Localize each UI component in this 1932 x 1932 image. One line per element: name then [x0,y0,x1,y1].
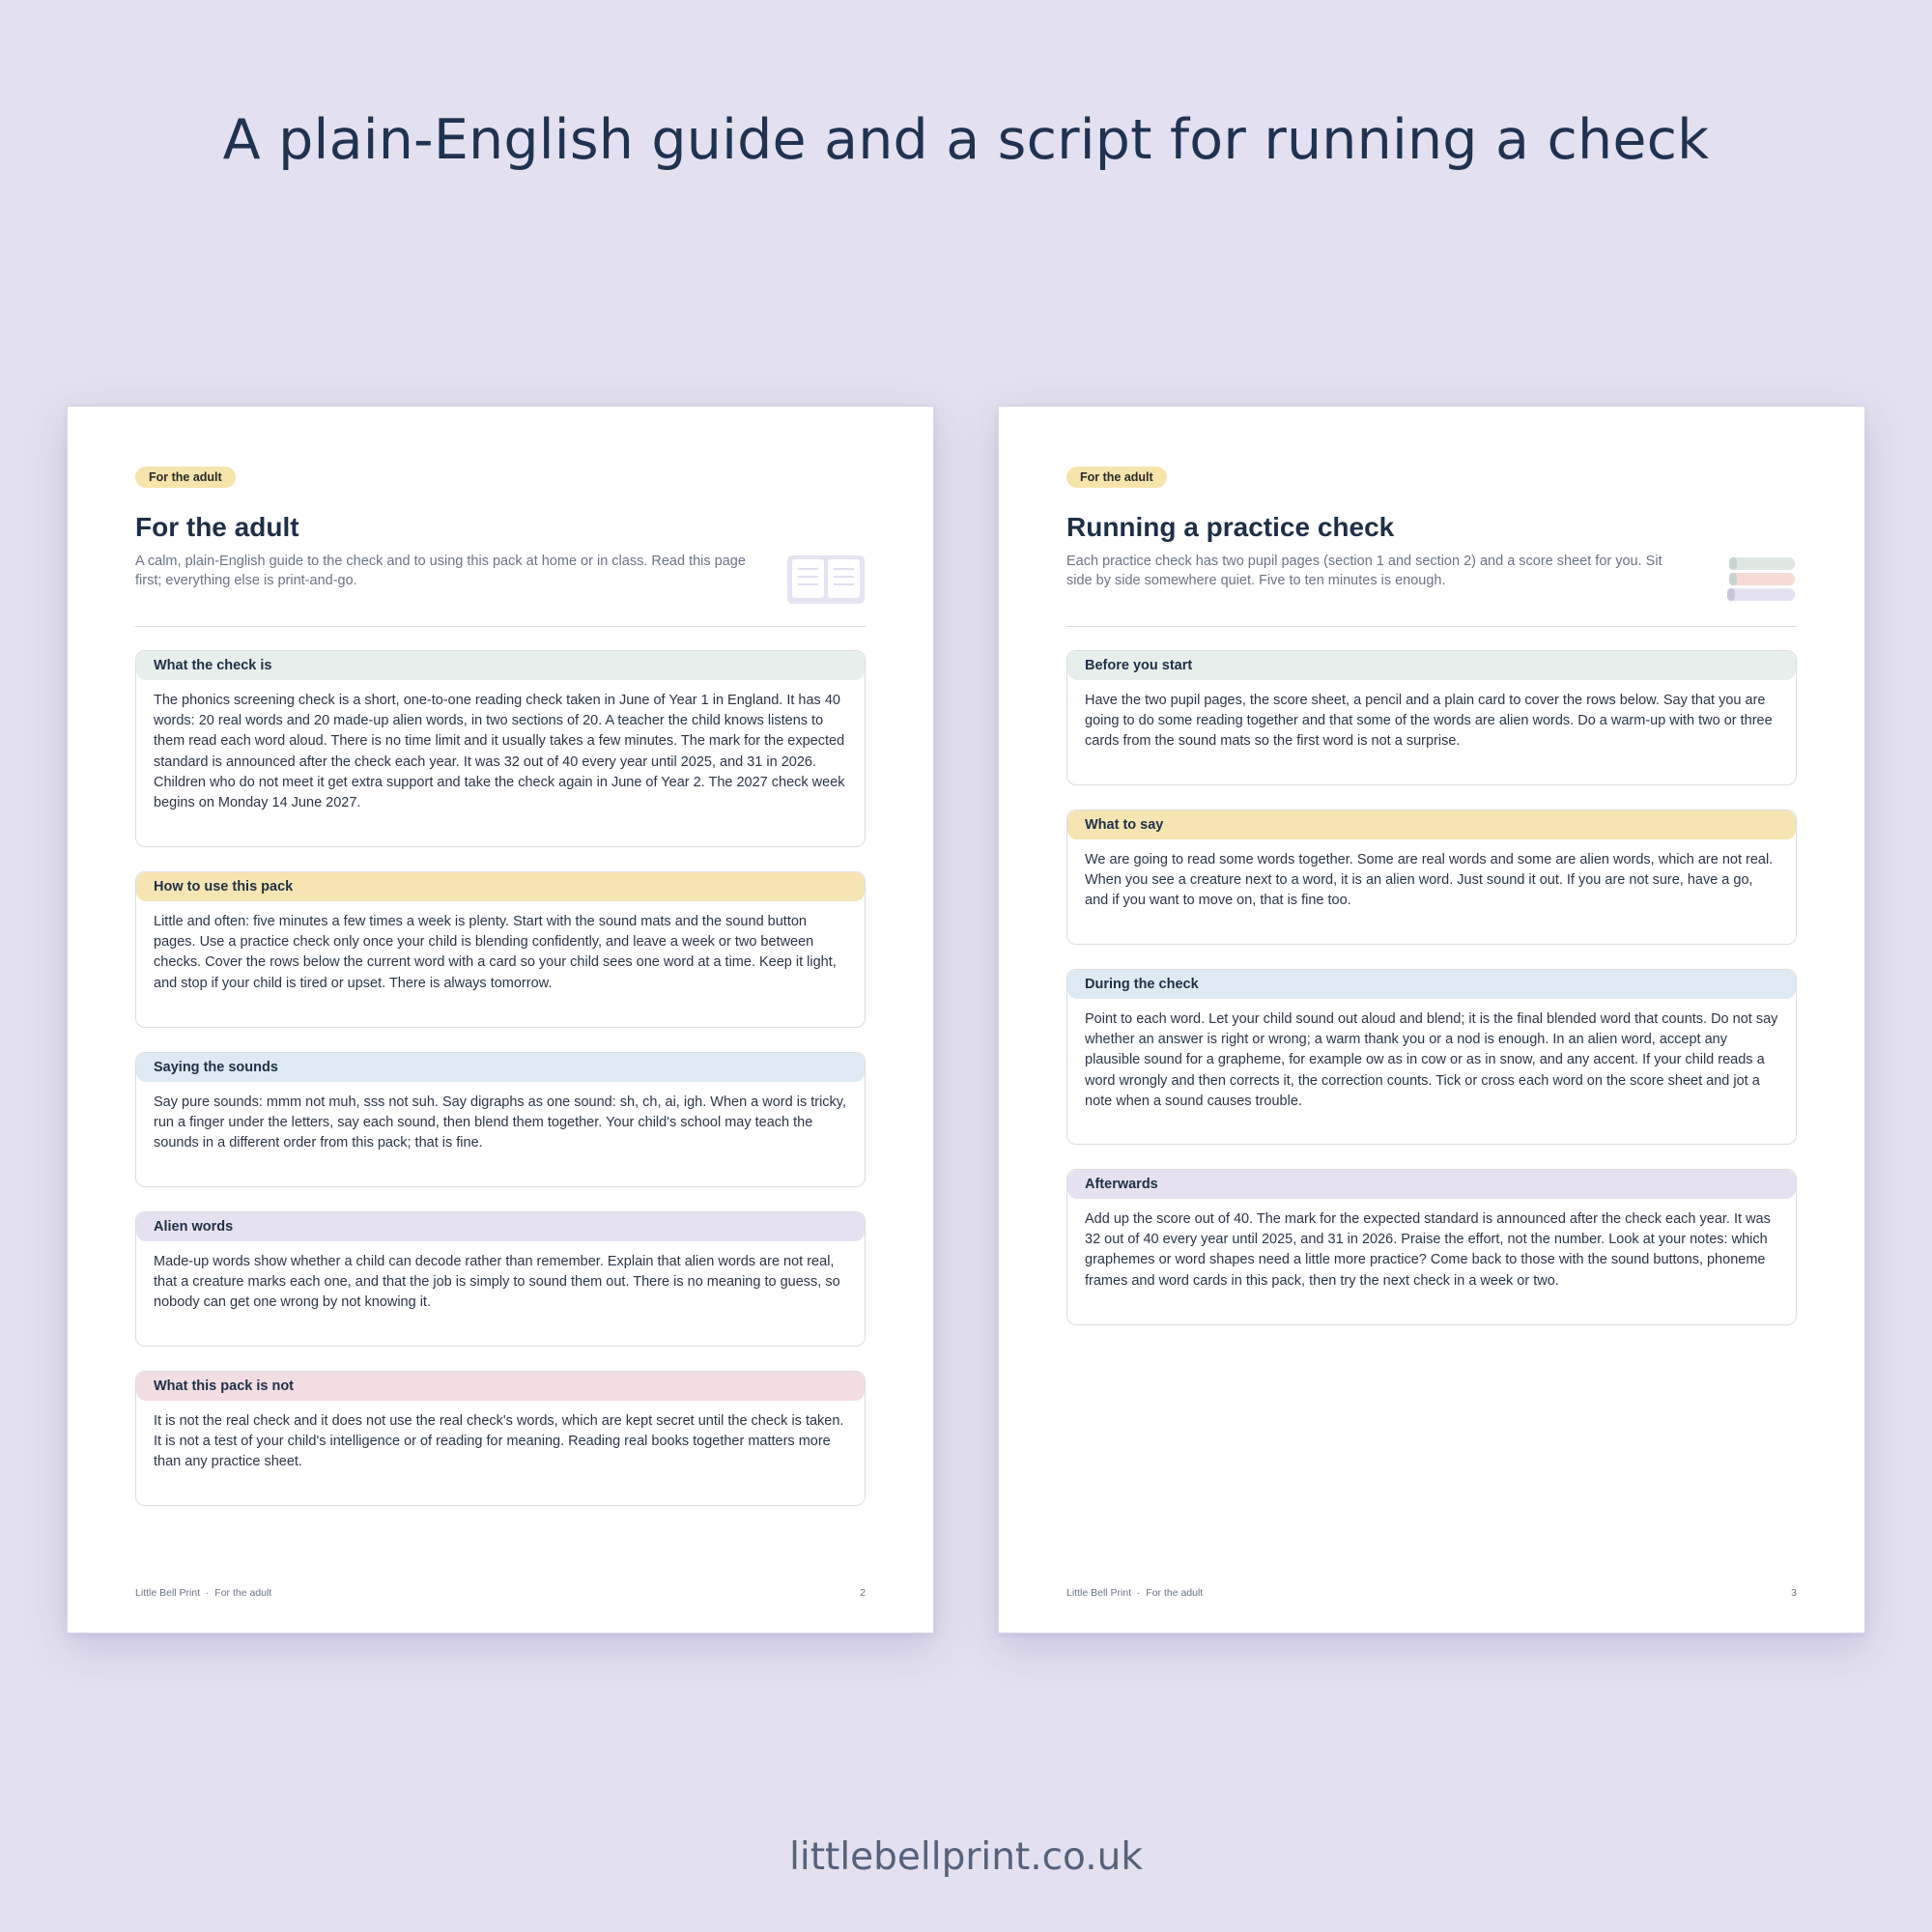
card-heading: Before you start [1067,651,1796,680]
page-tag: For the adult [135,467,236,488]
info-cards [1066,650,1797,1350]
stack-of-books-icon [1718,552,1797,606]
page-for-the-adult [67,406,934,1634]
card-what-this-pack-is-not [135,1371,866,1506]
card-how-to-use-this-pack [135,871,866,1028]
card-body: Have the two pupil pages, the score sheet, a pencil and a plain card to cover the rows below. Say that you are going to do some reading together and that some of the words are alien words. Do a warm-up with two or three cards from the sound mats so the first word is not a surprise. [1085,693,1773,750]
info-cards [135,650,866,1530]
card-alien-words [135,1211,866,1347]
card-heading: Alien words [136,1212,865,1241]
page-title: Running a practice check [1066,512,1395,542]
header-divider [135,626,866,627]
card-body: Little and often: five minutes a few times a week is plenty. Start with the sound mats and the sound button pages. Use a practice check only once your child is blending confidently, and leave a week or two between checks. Cover the rows below the current word with a card so your child sees one word at a time. Keep it light, and stop if your child is tired or upset. There is always tomorrow. [154,914,837,991]
card-heading: Saying the sounds [136,1053,865,1082]
card-body: Made-up words show whether a child can decode rather than remember. Explain that alien words are not real, that a creature marks each one, and that the job is simply to sound them out. There is no meaning to guess, so nobody can get one wrong by not knowing it. [154,1254,840,1311]
card-heading: Afterwards [1067,1170,1796,1199]
page-number: 3 [1791,1587,1797,1599]
card-what-to-say [1066,810,1797,945]
open-book-icon [786,552,866,606]
card-heading: During the check [1067,970,1796,999]
card-afterwards [1066,1169,1797,1325]
page-footer [135,1587,866,1599]
page-tag: For the adult [1066,467,1167,488]
card-what-the-check-is [135,650,866,847]
card-body: Say pure sounds: mmm not muh, sss not suh. Say digraphs as one sound: sh, ch, ai, igh. When a word is tricky, run a finger under the letters, say each sound, then blend them together. Your child's school may teach the sounds in a different order from this pack; that is fine. [154,1094,847,1151]
page-footer [1066,1587,1797,1599]
card-heading: What to say [1067,810,1796,839]
card-heading: How to use this pack [136,872,865,901]
footer-label: Little Bell Print · For the adult [135,1587,272,1599]
page-intro: A calm, plain-English guide to the check and to using this pack at home or in class. Read this page first; everything else is print-and-go. [135,554,746,588]
page-intro: Each practice check has two pupil pages (section 1 and section 2) and a score sheet for you. Sit side by side somewhere quiet. Five to ten minutes is enough. [1066,554,1662,588]
header-divider [1066,626,1797,627]
page-number: 2 [860,1587,866,1599]
card-body: We are going to read some words together. Some are real words and some are alien words, which are not real. When you see a creature next to a word, it is an alien word. Just sound it out. If you are not sure, have a go, and if you want to move on, that is fine too. [1085,852,1774,909]
headline: A plain-English guide and a script for running a check [222,108,1710,172]
card-before-you-start [1066,650,1797,785]
page-running-a-practice-check [998,406,1865,1634]
card-body: It is not the real check and it does not use the real check's words, which are kept secret until the check is taken. It is not a test of your child's intelligence or of reading for meaning. Reading real books together matters more than any practice sheet. [154,1413,844,1470]
page-title: For the adult [135,512,299,542]
card-body: The phonics screening check is a short, one-to-one reading check taken in June of Year 1 in England. It has 40 words: 20 real words and 20 made-up alien words, in two sections of 20. A teacher the child knows listens to them read each word aloud. There is no time limit and it usually takes a few minutes. The mark for the expected standard is announced after the check each year. It was 32 out of 40 every year until 2025, and 31 in 2026. Children who do not meet it get extra support and take the check again in June of Year 2. The 2027 check week begins on Monday 14 June 2027. [154,693,845,811]
card-heading: What the check is [136,651,865,680]
site-url[interactable]: littlebellprint.co.uk [789,1835,1143,1879]
card-body: Add up the score out of 40. The mark for the expected standard is announced after the check each year. It was 32 out of 40 every year until 2025, and 31 in 2026. Praise the effort, not the number. Look at your notes: which graphemes or word shapes need a little more practice? Come back to those with the sound buttons, phoneme frames and word cards in this pack, then try the next check in a week or two. [1085,1211,1771,1289]
card-during-the-check [1066,969,1797,1145]
card-saying-the-sounds [135,1052,866,1187]
footer-label: Little Bell Print · For the adult [1066,1587,1204,1599]
card-body: Point to each word. Let your child sound out aloud and blend; it is the final blended word that counts. Do not say whether an answer is right or wrong; a warm thank you or a nod is enough. In an alien word, accept any plausible sound for a grapheme, for example ow as in cow or as in snow, and any accent. If your child reads a word wrongly and then corrects it, the correction counts. Tick or cross each word on the score sheet and jot a note when a sound causes trouble. [1085,1011,1778,1109]
card-heading: What this pack is not [136,1372,865,1401]
